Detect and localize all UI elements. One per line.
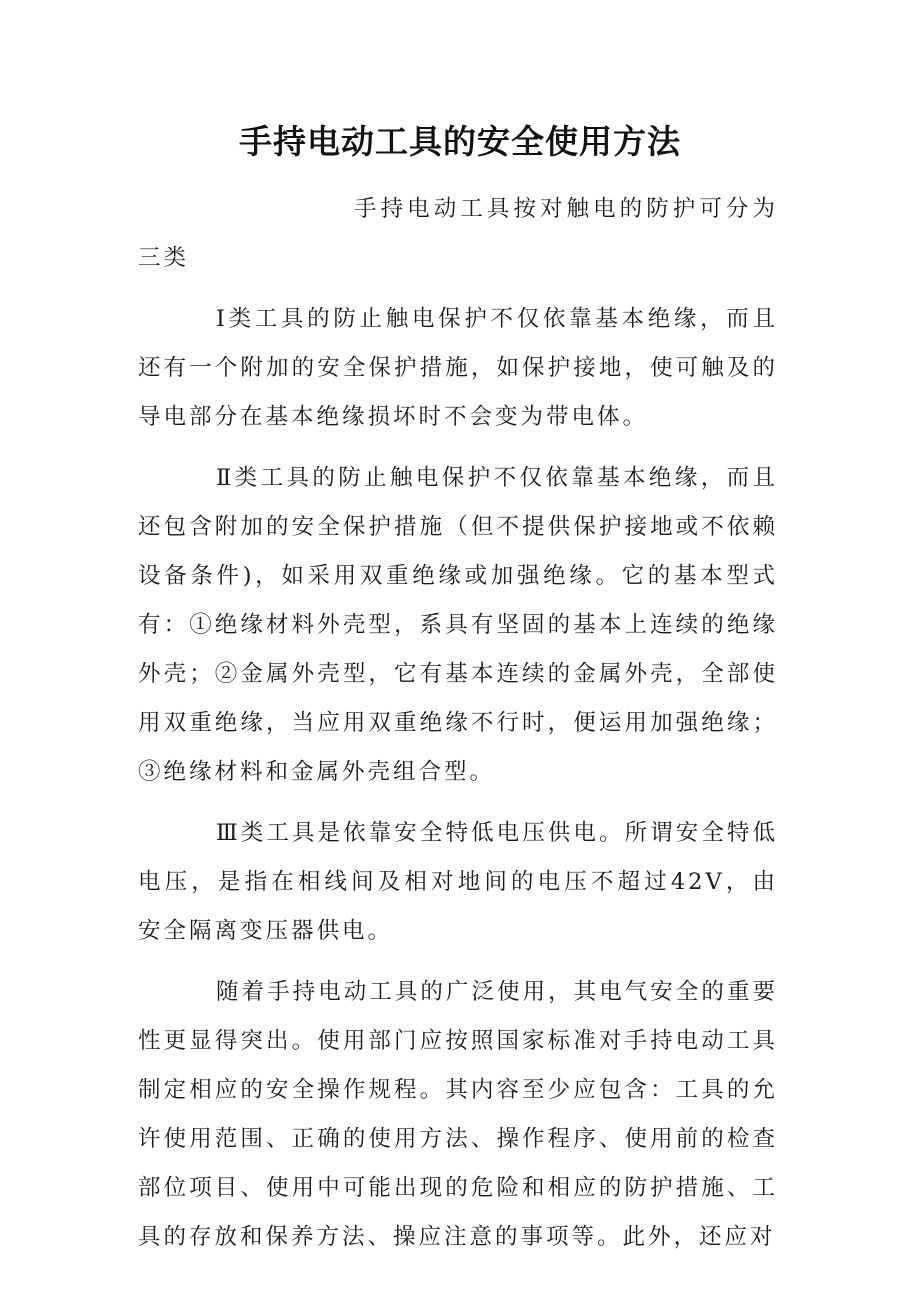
document-title: 手持电动工具的安全使用方法 <box>239 122 681 161</box>
class-3-paragraph: Ⅲ类工具是依靠安全特低电压供电。所谓安全特低电压，是指在相线间及相对地间的电压不超过42V，由安全隔离变压器供电。 <box>138 820 778 944</box>
class-1-paragraph: Ⅰ类工具的防止触电保护不仅依靠基本绝缘，而且还有一个附加的安全保护措施，如保护接地，使可触及的导电部分在基本绝缘损坏时不会变为带电体。 <box>138 306 778 430</box>
usage-paragraph: 随着手持电动工具的广泛使用，其电气安全的重要性更显得突出。使用部门应按照国家标准对手持电动工具制定相应的安全操作规程。其内容至少应包含：工具的允许使用范围、正确的使用方法、操作程序、使用前的检查部位项目、使用中可能出现的危险和相应的防护措施、工具的存放和保养方法、操应注意的事项等。此外，还应对 <box>138 979 778 1250</box>
class-2-paragraph: Ⅱ类工具的防止触电保护不仅依靠基本绝缘，而且还包含附加的安全保护措施（但不提供保护接地或不依赖设备条件)，如采用双重绝缘或加强绝缘。它的基本型式有：①绝缘材料外壳型，系具有坚固的基本上连续的绝缘外壳；②金属外壳型，它有基本连续的金属外壳，全部使用双重绝缘，当应用双重绝缘不行时，便运用加强绝缘；③绝缘材料和金属外壳组合型。 <box>138 465 778 785</box>
document-body <box>138 185 778 1274</box>
intro-paragraph: 手持电动工具按对触电的防护可分为三类 <box>138 196 778 271</box>
